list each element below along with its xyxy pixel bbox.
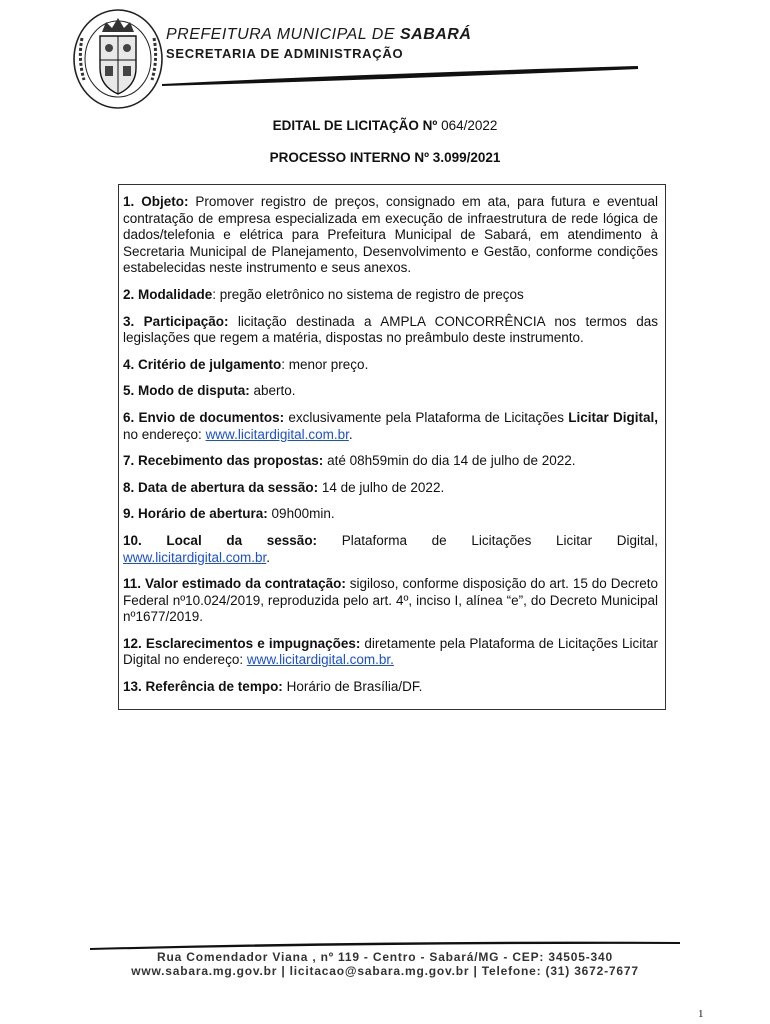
- clause-criterio-julgamento: 4. Critério de julgamento: menor preço.: [123, 356, 369, 372]
- header-divider-swoosh: [160, 60, 640, 90]
- footer-contacts: www.sabara.mg.gov.br | licitacao@sabara.mg.gov.br | Telefone: (31) 3672-7677: [131, 964, 639, 978]
- clause-participacao: 3. Participação: licitação destinada a AMPLA CONCORRÊNCIA nos termos das legislações que regem a matéria, dispostas no preâmbulo deste instrumento.: [123, 313, 658, 346]
- department-subtitle: SECRETARIA DE ADMINISTRAÇÃO: [166, 46, 404, 61]
- clause-envio-documentos: 6. Envio de documentos: exclusivamente pela Plataforma de Licitações Licitar Digital, no endereço: www.licitardigital.com.br.: [123, 409, 658, 442]
- page-number: 1: [698, 1008, 704, 1020]
- clause-local-sessao: 10. Local da sessão: Plataforma de Licitações Licitar Digital, www.licitardigital.com.br.: [123, 532, 658, 565]
- clause-recebimento-propostas: 7. Recebimento das propostas: até 08h59min do dia 14 de julho de 2022.: [123, 453, 576, 469]
- esclarecimentos-link[interactable]: www.licitardigital.com.br.: [246, 652, 394, 668]
- licitar-digital-link[interactable]: www.licitardigital.com.br: [205, 426, 349, 442]
- edital-title: EDITAL DE LICITAÇÃO Nº 064/2022: [272, 118, 498, 133]
- municipality-title: PREFEITURA MUNICIPAL DE SABARÁ: [166, 26, 472, 43]
- clause-objeto: 1. Objeto: Promover registro de preços, consignado em ata, para futura e eventual contratação de empresa especializada em execução de infraestrutura de rede lógica de dados/telefonia e elétrica para Prefeitura Municipal de Sabará, em atendimento à Secretaria Municipal de Planejamento, Desenvolvimento e Gestão, conforme condições estabelecidas neste instrumento e seus anexos.: [123, 194, 658, 276]
- local-sessao-link[interactable]: www.licitardigital.com.br: [123, 549, 267, 565]
- clause-valor-estimado: 11. Valor estimado da contratação: sigiloso, conforme disposição do art. 15 do Decreto Federal nº10.024/2019, reproduzida pelo art. 4º, inciso I, alínea “e”, do Decreto Municipal nº1677/2019.: [123, 576, 658, 625]
- clause-esclarecimentos: 12. Esclarecimentos e impugnações: diretamente pela Plataforma de Licitações Licitar Digital no endereço: www.licitardigital.com.br.: [123, 635, 658, 668]
- edital-summary-box: [118, 184, 666, 710]
- clause-horario-abertura: 9. Horário de abertura: 09h00min.: [123, 506, 335, 522]
- municipal-seal-logo: [72, 8, 164, 110]
- clause-modalidade: 2. Modalidade: pregão eletrônico no sistema de registro de preços: [123, 286, 524, 302]
- clause-data-abertura: 8. Data de abertura da sessão: 14 de julho de 2022.: [123, 479, 445, 495]
- footer-address: Rua Comendador Viana , nº 119 - Centro - Sabará/MG - CEP: 34505-340: [157, 950, 613, 964]
- processo-title: PROCESSO INTERNO Nº 3.099/2021: [269, 150, 501, 165]
- clause-referencia-tempo: 13. Referência de tempo: Horário de Brasília/DF.: [123, 679, 423, 695]
- clause-modo-disputa: 5. Modo de disputa: aberto.: [123, 383, 296, 399]
